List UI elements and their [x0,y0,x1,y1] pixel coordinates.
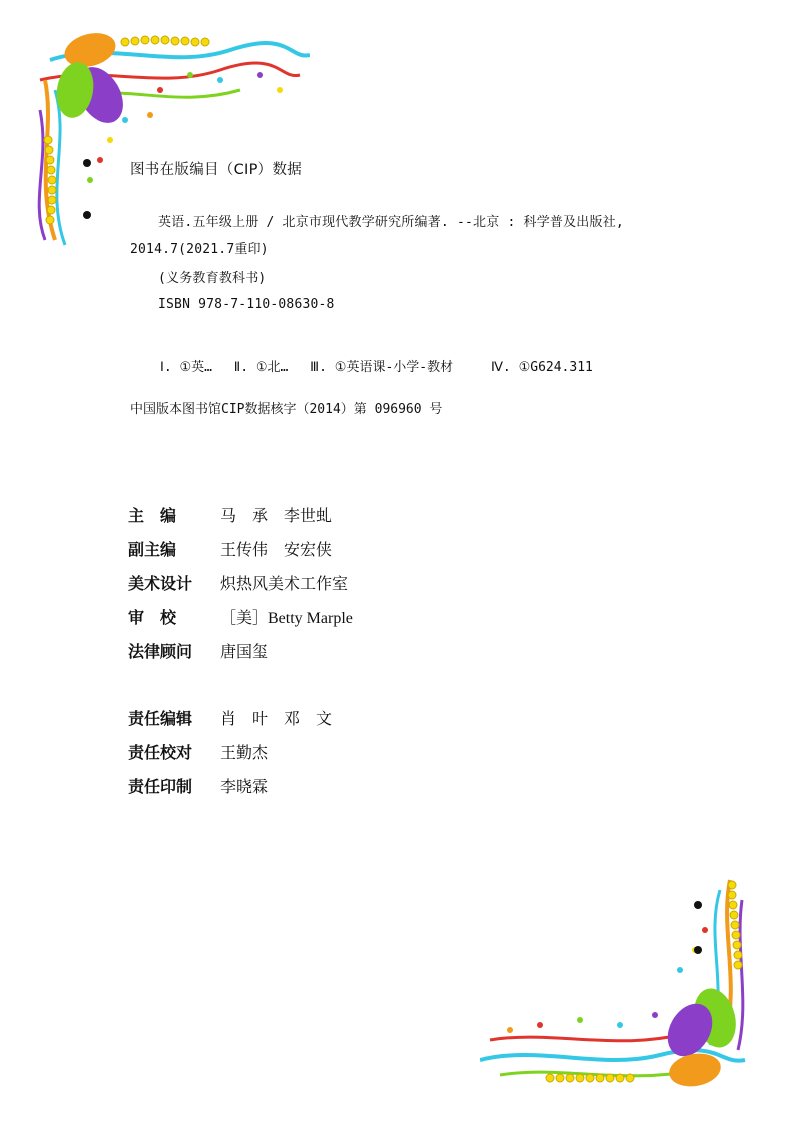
staff-value: 王勤杰 [220,743,269,762]
staff-value: 李晓霖 [220,777,269,796]
classification-3: Ⅲ. ①英语课-小学-教材 [310,360,454,375]
classification-2: Ⅱ. ①北… [233,360,289,375]
cip-date-line: 2014.7(2021.7重印) [130,242,269,257]
staff-label: 责任校对 [128,743,193,762]
credit-label: 法律顾问 [128,642,193,661]
cip-book-line: 英语.五年级上册 / 北京市现代教学研究所编著. --北京 : 科学普及出版社, [158,215,624,230]
cip-series-line: (义务教育教科书) [158,271,267,286]
credit-value: 炽热风美术工作室 [220,574,349,593]
staff-label: 责任编辑 [128,709,193,728]
credit-value: 唐国玺 [220,642,269,661]
staff-value: 肖 叶 邓 文 [220,709,333,728]
credit-label: 副主编 [128,540,177,559]
bottom-right-party-decoration [480,870,760,1100]
cip-classification-row [160,356,607,375]
cip-number: 中国版本图书馆CIP数据核字（2014）第 096960 号 [130,402,443,417]
cip-isbn: ISBN 978-7-110-08630-8 [158,297,335,312]
credit-value: ［美］Betty Marple [220,610,353,627]
cip-title: 图书在版编目（CIP）数据 [130,162,303,178]
credit-value: 马 承 李世虬 [220,506,333,525]
credit-label: 主 编 [128,506,177,525]
classification-1: Ⅰ. ①英… [160,360,212,375]
credit-label: 审 校 [128,608,177,627]
staff-label: 责任印制 [128,777,193,796]
credit-value: 王传伟 安宏侠 [220,540,333,559]
classification-4: Ⅳ. ①G624.311 [490,360,593,375]
credit-label: 美术设计 [128,574,193,593]
